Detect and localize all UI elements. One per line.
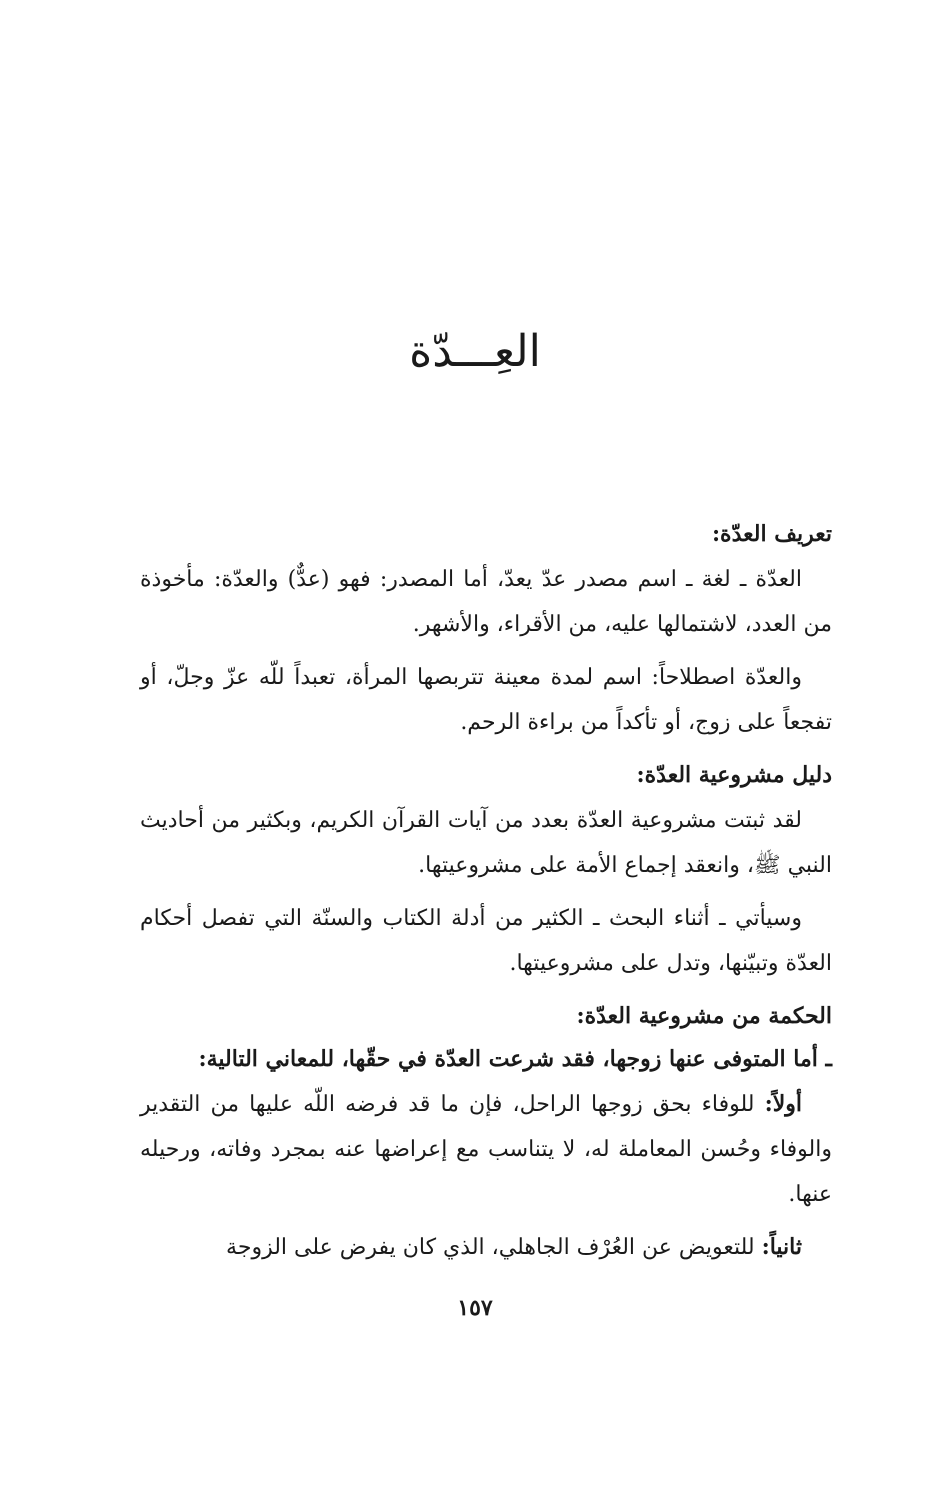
section-heading-evidence: دليل مشروعية العدّة: (636, 762, 832, 788)
chapter-title: العِـــدّة (409, 326, 541, 377)
page-body (140, 512, 832, 1278)
list-item-first (140, 1082, 832, 1217)
subheading-widow: ـ أما المتوفى عنها زوجها، فقد شرعت العدّة في حقّها، للمعاني التالية: (198, 1046, 832, 1072)
page-number: ١٥٧ (457, 1295, 493, 1321)
list-item-text: للتعويض عن العُرْف الجاهلي، الذي كان يفرض على الزوجة (226, 1235, 762, 1260)
section-heading-wisdom: الحكمة من مشروعية العدّة: (576, 1003, 832, 1029)
paragraph-evidence-details: وسيأتي ـ أثناء البحث ـ الكثير من أدلة الكتاب والسنّة التي تفصل أحكام العدّة وتبيّنها، وتدل على مشروعيتها. (140, 906, 832, 976)
paragraph-definition-technical: والعدّة اصطلاحاً: اسم لمدة معينة تتربصها المرأة، تعبداً للّه عزّ وجلّ، أو تفجعاً على زوج، أو تأكداً من براءة الرحم. (140, 665, 832, 735)
list-item-text: للوفاء بحق زوجها الراحل، فإن ما قد فرضه اللّه عليها من التقدير والوفاء وحُسن المعاملة له، لا يتناسب مع إعراضها عنه بمجرد وفاته، ورحيله عنها. (140, 1092, 832, 1207)
section-heading-definition: تعريف العدّة: (711, 521, 832, 547)
list-item-lead: ثانياً: (761, 1234, 802, 1260)
list-item-lead: أولاً: (764, 1091, 802, 1117)
paragraph-evidence-quran-sunnah: لقد ثبتت مشروعية العدّة بعدد من آيات القرآن الكريم، وبكثير من أحاديث النبي ﷺ، وانعقد إجماع الأمة على مشروعيتها. (140, 808, 832, 878)
paragraph-definition-linguistic: العدّة ـ لغة ـ اسم مصدر عدّ يعدّ، أما المصدر: فهو (عدٌّ) والعدّة: مأخوذة من العدد، لاشتمالها عليه، من الأقراء، والأشهر. (140, 567, 832, 637)
list-item-second (140, 1225, 832, 1270)
